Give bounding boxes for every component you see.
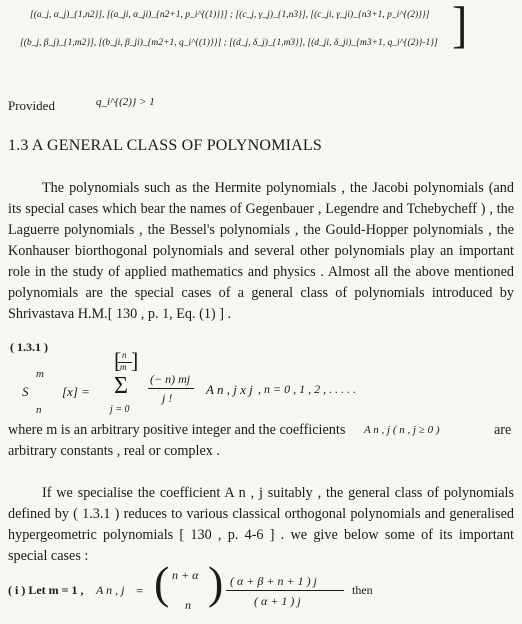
case-i-binom-left-paren: (: [154, 557, 170, 608]
eq-S-sub: n: [36, 404, 42, 416]
paragraph-where-b: are: [494, 422, 512, 438]
case-i-frac-num: ( α + β + n + 1 ) j: [230, 574, 317, 588]
eq-coef: A n , j x j: [206, 382, 253, 397]
paragraph-where-a: where m is an arbitrary positive integer and the coefficients: [8, 422, 346, 438]
paragraph-intro: The polynomials such as the Hermite polynomials , the Jacobi polynomials (and its special cases which bear the names of Gegenbauer , Legendre and Tchebycheff ) , the Laguerre polynomials , the Bessel's polynomials , the Gould-Hopper polynomials , the Konhauser biorthogonal polynomials and several other polynomials play an important role in the study of applied mathematics and physics . Almost all the above mentioned polynomials are the special cases of a general class of polynomials introduced by Shrivastava H.M.[ 130 , p. 1, Eq. (1) ] .: [8, 180, 514, 322]
eq-sum-upper-den: m: [120, 362, 127, 372]
case-i-frac-bar: [226, 590, 344, 591]
equation-label: ( 1.3.1 ): [10, 340, 48, 354]
provided-condition: q_i^{(2)} > 1: [96, 96, 155, 108]
paragraph-where-line2: arbitrary constants , real or complex .: [8, 443, 220, 459]
case-i-binom-bottom: n: [185, 598, 191, 612]
case-i-frac-den: ( α + 1 ) j: [254, 594, 301, 608]
eq-sum-symbol: Σ: [114, 373, 128, 399]
case-i-then: then: [352, 583, 373, 597]
case-i-binom-right-paren: ): [208, 557, 224, 608]
eq-S-sup: m: [36, 368, 44, 380]
provided-label: Provided: [8, 98, 55, 113]
case-i-binom-top: n + α: [172, 568, 199, 582]
case-i-label: ( i ) Let m = 1 ,: [8, 583, 84, 597]
header-formula-line2: [(b_j, β_j)_{1,m2}], [(b_ji, β_ji)_{m2+1, q_i^{(1)}}] ; [(d_j, δ_j)_{1,m3}], [(d_ji, δ_ji)_{m3+1, q_i^{(2)}-1}]: [20, 38, 438, 48]
paragraph-specialise: If we specialise the coefficient A n , j suitably , the general class of polynomials defined by ( 1.3.1 ) reduces to various classical orthogonal polynomials and generalised hypergeometric polynomials [ 130 , p. 4-6 ] . we give below some of its important special cases :: [8, 485, 514, 564]
header-formula-right-bracket: ]: [452, 0, 468, 53]
eq-frac-den: j !: [162, 391, 173, 405]
eq-sum-upper-bracket: [: [114, 348, 122, 373]
section-heading: 1.3 A GENERAL CLASS OF POLYNOMIALS: [8, 137, 322, 154]
eq-arg: [x] =: [62, 384, 90, 399]
eq-range: , n = 0 , 1 , 2 , . . . . .: [258, 382, 357, 396]
paragraph-where-coef: A n , j ( n , j ≥ 0 ): [364, 424, 440, 436]
eq-frac-num: (− n) mj: [150, 372, 191, 386]
header-formula-line1: [(a_j, α_j)_{1,n2}], [(a_ji, α_ji)_{n2+1, p_i^{(1)}}] ; [(c_j, γ_j)_{1,n3}], [(c_ji, γ_ji)_{n3+1, p_i^{(2)}}]: [30, 10, 430, 20]
case-i-coef: A n , j: [96, 583, 125, 597]
eq-sum-lower: j = 0: [110, 404, 130, 415]
eq-sum-upper-num: n: [122, 350, 127, 360]
eq-S: S: [22, 384, 29, 399]
eq-sum-upper-bracket-right: ]: [131, 348, 139, 373]
eq-frac-bar: [148, 388, 194, 389]
case-i-equals: =: [136, 583, 144, 598]
